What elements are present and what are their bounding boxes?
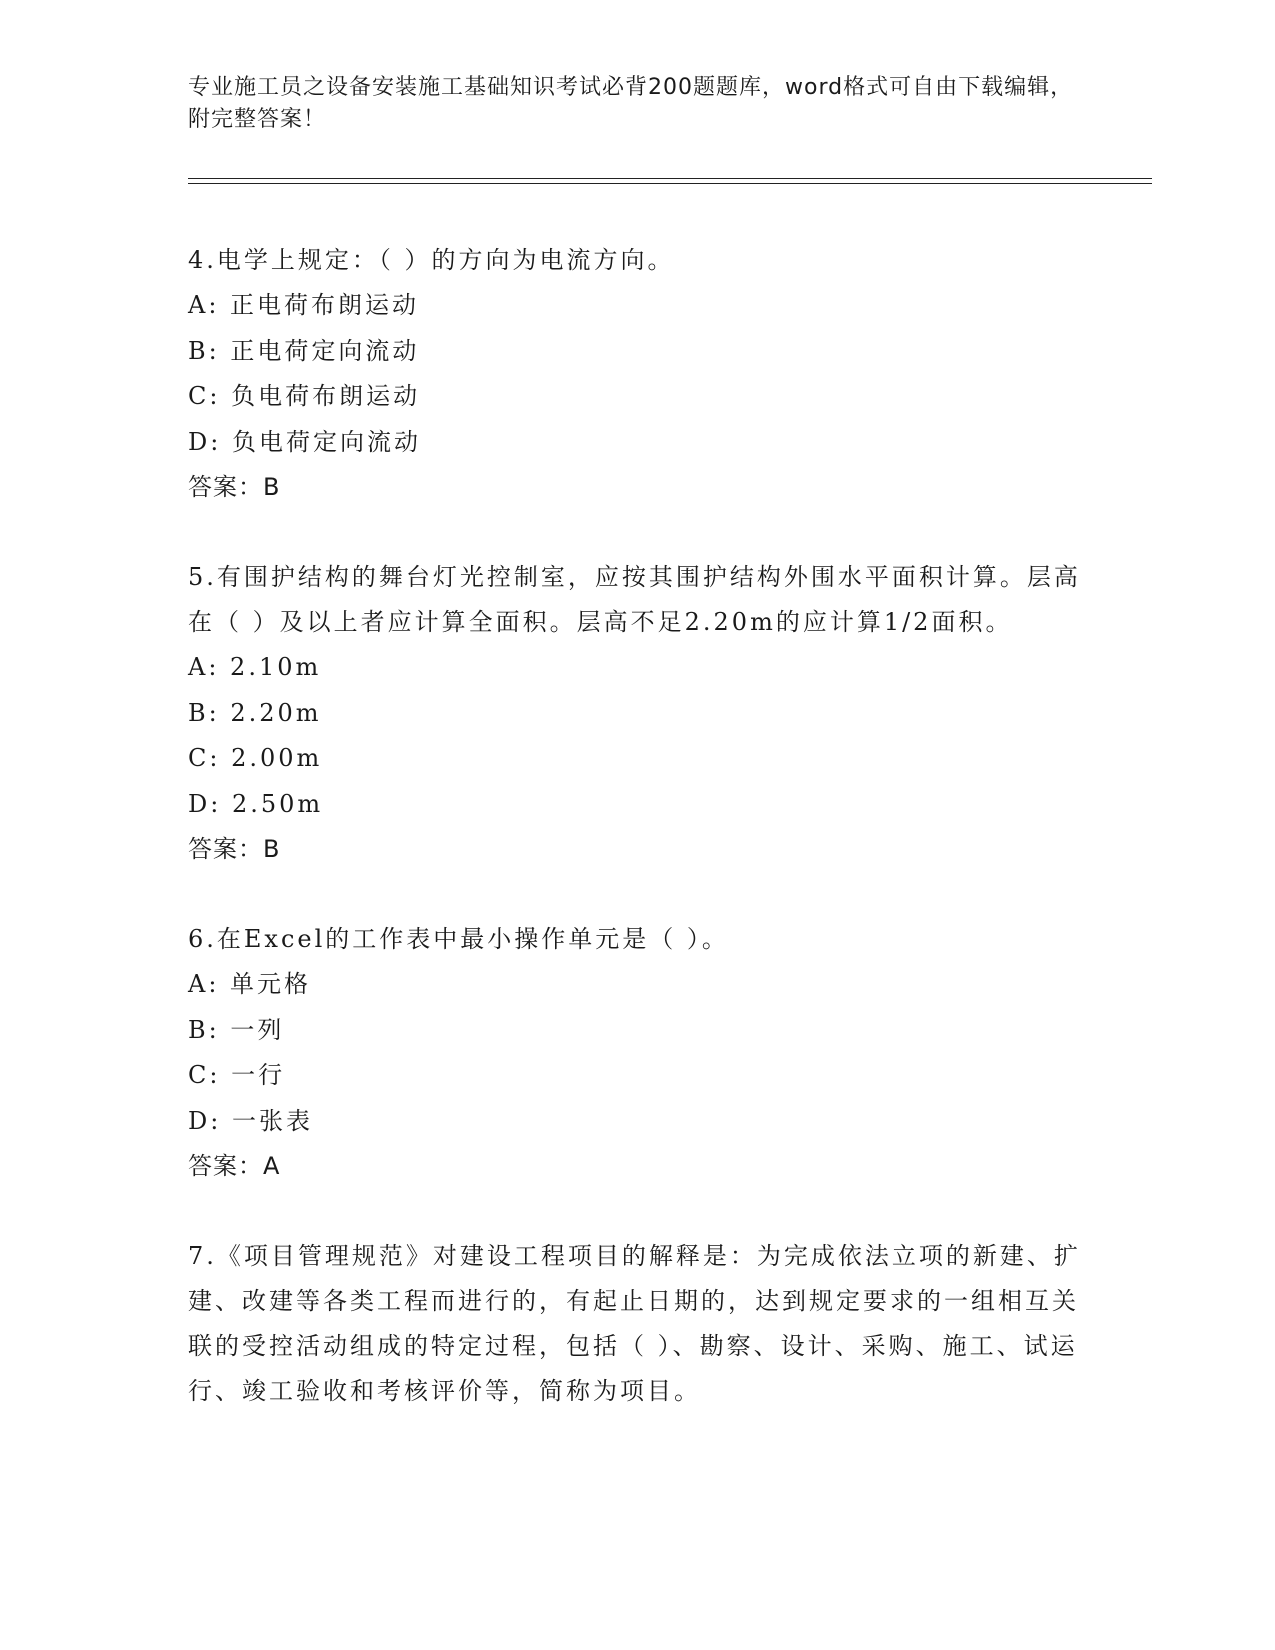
option-d: D: 负电荷定向流动 xyxy=(188,427,421,456)
question-6 xyxy=(188,917,1088,1189)
question-stem: 5.有围护结构的舞台灯光控制室，应按其围护结构外围水平面积计算。层高在（ ）及以上者应计算全面积。层高不足2.20m的应计算1/2面积。 xyxy=(188,563,1081,636)
option-b: B: 2.20m xyxy=(188,698,322,727)
answer: 答案：B xyxy=(188,473,281,501)
question-list xyxy=(188,238,1088,1414)
option-c: C: 负电荷布朗运动 xyxy=(188,382,421,410)
option-a: A: 2.10m xyxy=(188,653,322,681)
option-c: C: 2.00m xyxy=(188,744,323,772)
answer: 答案：A xyxy=(188,1152,281,1180)
option-a: A: 正电荷布朗运动 xyxy=(188,291,420,319)
header-title: 专业施工员之设备安装施工基础知识考试必背200题题库，word格式可自由下载编辑，附完整答案！ xyxy=(188,75,1074,132)
question-7 xyxy=(188,1234,1088,1414)
option-d: D: 一张表 xyxy=(188,1106,313,1135)
question-stem: 4.电学上规定：（ ）的方向为电流方向。 xyxy=(188,246,675,274)
question-5 xyxy=(188,555,1088,872)
option-c: C: 一行 xyxy=(188,1061,286,1089)
question-4 xyxy=(188,238,1088,510)
option-b: B: 正电荷定向流动 xyxy=(188,336,420,365)
option-a: A: 单元格 xyxy=(188,970,312,998)
header-divider-bottom xyxy=(188,183,1152,184)
answer: 答案：B xyxy=(188,835,281,863)
option-b: B: 一列 xyxy=(188,1015,285,1044)
question-stem: 7.《项目管理规范》对建设工程项目的解释是：为完成依法立项的新建、扩建、改建等各类工程而进行的，有起止日期的，达到规定要求的一组相互关联的受控活动组成的特定过程，包括（ ）、勘察、设计、采购、施工、试运行、竣工验收和考核评价等，简称为项目。 xyxy=(188,1242,1081,1405)
question-stem: 6.在Excel的工作表中最小操作单元是（ ）。 xyxy=(188,925,729,953)
document-header xyxy=(188,72,1088,136)
header-divider-top xyxy=(188,178,1152,179)
option-d: D: 2.50m xyxy=(188,789,324,818)
